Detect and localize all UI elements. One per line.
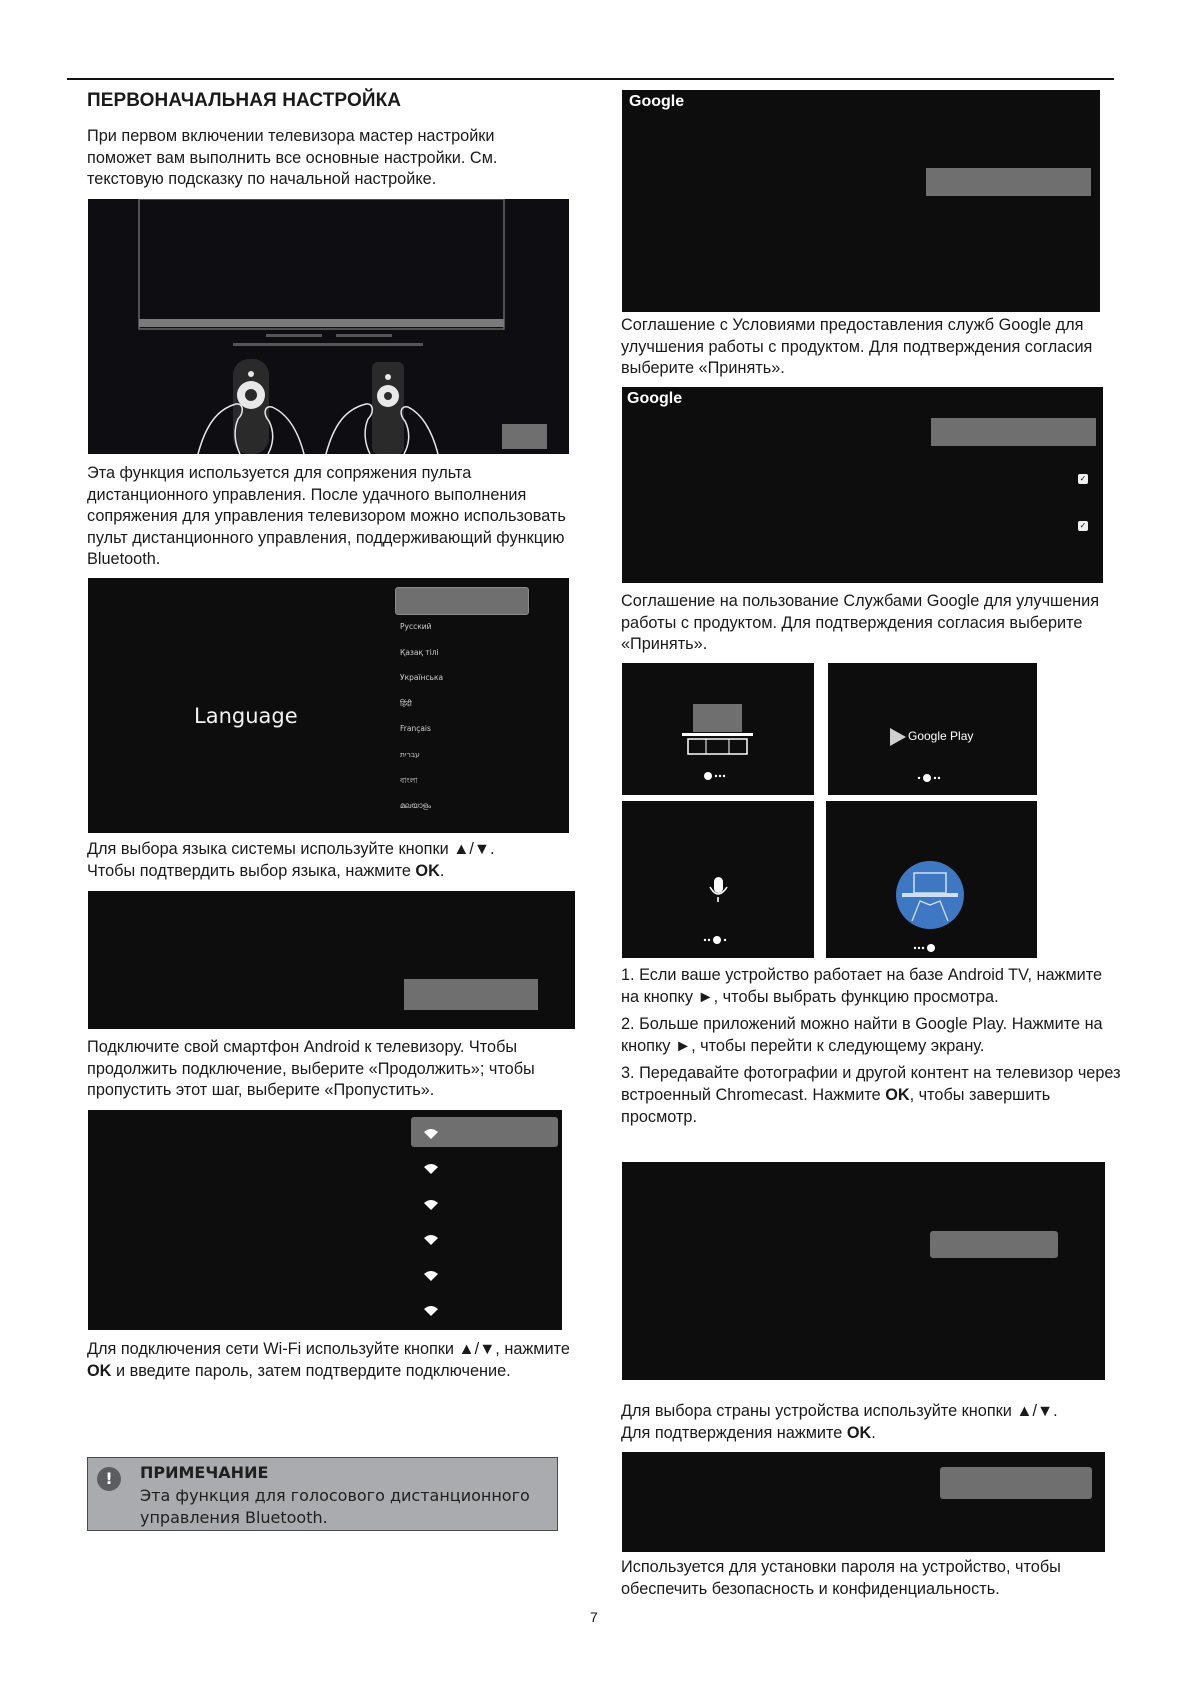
accept-highlight[interactable] [931,418,1096,446]
tv-illustration [622,663,814,795]
step-1: 1. Если ваше устройство работает на базе Android TV, нажмите на кнопку ►, чтобы выбрать функцию просмотра. [621,966,1103,1006]
accept-highlight[interactable] [926,168,1091,196]
country-caption [621,1401,1121,1444]
country-caption-end: . [871,1423,876,1442]
language-option[interactable]: മലയാളം [400,801,432,811]
android-caption: Подключите свой смартфон Android к телевизору. Чтобы продолжить подключение, выберите «Продолжить»; чтобы пропустить этот шаг, выберите «Пропустить». [87,1038,535,1100]
remote-caption: Эта функция используется для сопряжения пульта дистанционного управления. После удачного выполнения сопряжения для управления телевизором можно использовать пульт дистанционного управления, поддерживающий функцию Bluetooth. [87,464,566,569]
terms-caption: Соглашение с Условиями предоставления служб Google для улучшения работы с продуктом. Для подтверждения согласия выберите «Принять». [621,316,1093,378]
language-caption-line1: Для выбора языка системы используйте кнопки ▲/▼. [87,840,495,858]
step-3-end: , чтобы завершить просмотр. [621,1085,1051,1126]
steps-list [621,965,1121,1134]
checkbox[interactable]: ✓ [1079,474,1087,483]
language-highlight[interactable] [395,587,529,615]
google-play-tile [828,663,1037,795]
country-caption-line1: Для выбора страны устройства используйте кнопки ▲/▼. [621,1402,1058,1420]
note-title: ПРИМЕЧАНИЕ [140,1463,269,1482]
language-option[interactable]: Қазақ тілі [400,647,439,657]
chromecast-illustration [826,801,1037,958]
android-connect-screen [88,891,575,1029]
android-tv-tile [622,663,814,795]
top-rule [67,78,1114,80]
language-option[interactable]: Українська [400,673,444,683]
ok-key: OK [87,1361,112,1380]
page-heading: ПЕРВОНАЧАЛЬНАЯ НАСТРОЙКА [87,90,402,111]
step-2: 2. Больше приложений можно найти в Google Play. Нажмите на кнопку ►, чтобы перейти к следующему экрану. [621,1015,1103,1055]
wifi-icon[interactable] [424,1164,438,1174]
password-caption: Используется для установки пароля на устройство, чтобы обеспечить безопасность и конфиденциальность. [621,1558,1061,1598]
step-3 [621,1063,1121,1128]
wifi-icon[interactable] [424,1235,438,1245]
tv-and-remotes-illustration [88,199,569,454]
google-play-label: Google Play [908,729,974,743]
language-option[interactable]: עברית [400,749,420,759]
google-services-screen [622,387,1103,583]
remote-pairing-screen [88,199,569,454]
services-caption: Соглашение на пользование Службами Google для улучшения работы с продуктом. Для подтверждения согласия выберите «Принять». [621,592,1100,654]
language-caption-end: . [439,861,445,880]
exclamation-icon: ! [97,1467,121,1491]
page-dots-icon [916,774,946,782]
voice-tile [622,801,814,958]
password-screen [622,1452,1105,1552]
language-caption [87,839,587,882]
country-caption-line2: Для подтверждения нажмите [621,1423,847,1442]
password-highlight[interactable] [940,1467,1092,1499]
language-option[interactable]: Русский [400,622,432,631]
chromecast-tile [826,801,1037,958]
google-logo: Google [629,93,685,110]
language-list [400,622,443,827]
language-option[interactable]: Français [400,724,431,734]
microphone-icon [622,801,814,958]
page-number: 7 [590,1609,598,1625]
ok-key: OK [846,1423,872,1442]
language-caption-line2: Чтобы подтвердить выбор языка, нажмите [87,861,416,880]
wifi-caption-end: и введите пароль, затем подтвердите подключение. [111,1361,511,1380]
wifi-caption-start: Для подключения сети Wi-Fi используйте кнопки ▲/▼, нажмите [87,1340,570,1358]
ok-key: OK [415,861,440,880]
google-terms-screen [622,90,1100,312]
language-option[interactable]: বাংলা [400,775,418,785]
step-3-text: 3. Передавайте фотографии и другой контент на телевизор через встроенный Chromecast. Нажмите [621,1064,1121,1104]
ok-key: OK [885,1085,910,1104]
google-play-icon [890,728,906,746]
wifi-icon[interactable] [424,1129,438,1139]
language-option[interactable]: हिंदी [400,698,412,708]
checkbox[interactable]: ✓ [1079,521,1087,530]
google-logo: Google [627,390,683,407]
wifi-caption [87,1339,587,1382]
country-highlight[interactable] [930,1231,1058,1258]
note-box [87,1457,558,1531]
country-screen [622,1162,1105,1380]
language-title: Language [194,704,298,728]
language-screen [88,578,569,833]
wifi-screen [88,1110,562,1330]
wifi-icon[interactable] [424,1271,438,1281]
continue-highlight[interactable] [404,979,538,1010]
note-text: Эта функция для голосового дистанционного управления Bluetooth. [140,1486,530,1527]
wifi-icon[interactable] [424,1306,438,1316]
wifi-icon[interactable] [424,1200,438,1210]
intro-text: При первом включении телевизора мастер настройки поможет вам выполнить все основные настройки. См. текстовую подсказку по начальной настройке. [87,127,498,189]
